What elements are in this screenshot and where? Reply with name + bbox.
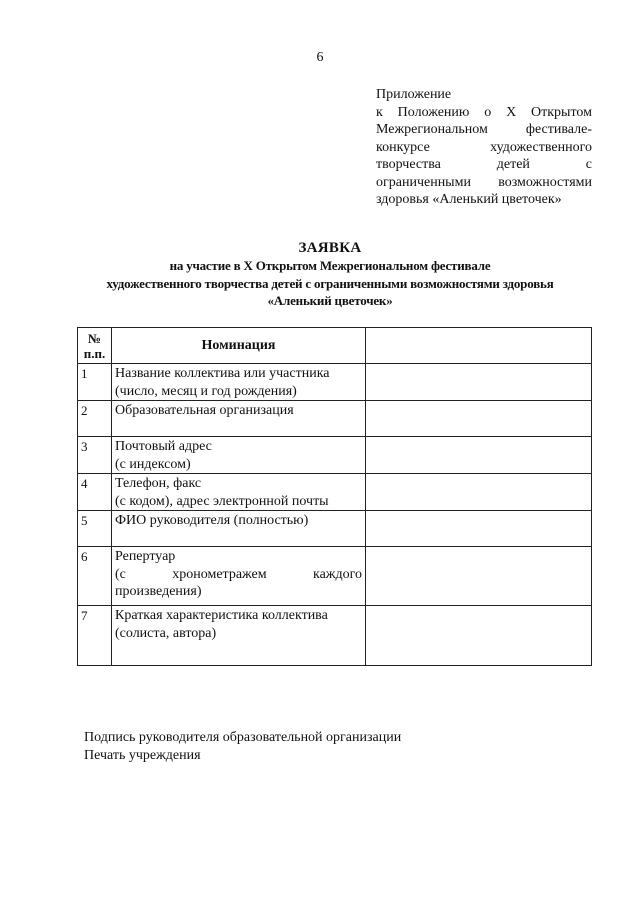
table-row xyxy=(78,364,592,401)
row-value-cell[interactable] xyxy=(366,547,592,606)
row-nomination: Почтовый адрес (с индексом) xyxy=(112,437,366,474)
row-value-cell[interactable] xyxy=(366,606,592,666)
application-table xyxy=(77,327,592,666)
table-row xyxy=(78,547,592,606)
signature-block xyxy=(84,729,401,765)
row-number: 3 xyxy=(78,437,112,474)
title-sub-line: на участие в Х Открытом Межрегиональном фестивале xyxy=(169,258,491,273)
appendix-line: творчества детей с xyxy=(376,157,592,172)
table-row xyxy=(78,606,592,666)
nomination-header: Номинация xyxy=(112,328,366,364)
row-number: 7 xyxy=(78,606,112,666)
page-number: 6 xyxy=(316,50,324,65)
title-main: ЗАЯВКА xyxy=(298,240,362,256)
row-nomination: ФИО руководителя (полностью) xyxy=(112,511,366,547)
row-nomination: Название коллектива или участника (число, месяц и год рождения) xyxy=(112,364,366,401)
row-number: 4 xyxy=(78,474,112,511)
appendix-line: здоровья «Аленький цветочек» xyxy=(376,192,562,207)
title-sub-line: художественного творчества детей с ограниченными возможностями здоровья xyxy=(106,275,554,291)
row-value-cell[interactable] xyxy=(366,437,592,474)
table-row xyxy=(78,401,592,437)
row-number: 1 xyxy=(78,364,112,401)
row-nomination: Образовательная организация xyxy=(112,401,366,437)
document-title xyxy=(60,239,600,310)
row-number: 6 xyxy=(78,547,112,606)
appendix-line: Межрегиональном фестивале- xyxy=(376,122,592,137)
row-nomination: Телефон, факс (с кодом), адрес электронной почты xyxy=(112,474,366,511)
title-sub-line: «Аленький цветочек» xyxy=(267,293,393,308)
row-value-cell[interactable] xyxy=(366,511,592,547)
row-value-cell[interactable] xyxy=(366,474,592,511)
row-nomination: Краткая характеристика коллектива (солиста, автора) xyxy=(112,606,366,666)
appendix-line: к Положению о Х Открытом xyxy=(376,104,592,120)
row-number: 5 xyxy=(78,511,112,547)
appendix-block xyxy=(376,86,592,209)
row-number: 2 xyxy=(78,401,112,437)
appendix-line: ограниченными возможностями xyxy=(376,174,592,190)
row-nomination: Репертуар (с хронометражем каждого произведения) xyxy=(112,547,366,606)
row-value-cell[interactable] xyxy=(366,364,592,401)
table-row xyxy=(78,511,592,547)
value-header[interactable] xyxy=(366,328,592,364)
row-value-cell[interactable] xyxy=(366,401,592,437)
table-header-row xyxy=(78,328,592,364)
appendix-line: Приложение xyxy=(376,87,452,102)
table-row xyxy=(78,474,592,511)
table-row xyxy=(78,437,592,474)
seal-line: Печать учреждения xyxy=(84,748,201,763)
num-header: № п.п. xyxy=(78,328,112,364)
appendix-line: конкурсе художественного xyxy=(376,139,592,155)
signature-line: Подпись руководителя образовательной организации xyxy=(84,730,402,745)
